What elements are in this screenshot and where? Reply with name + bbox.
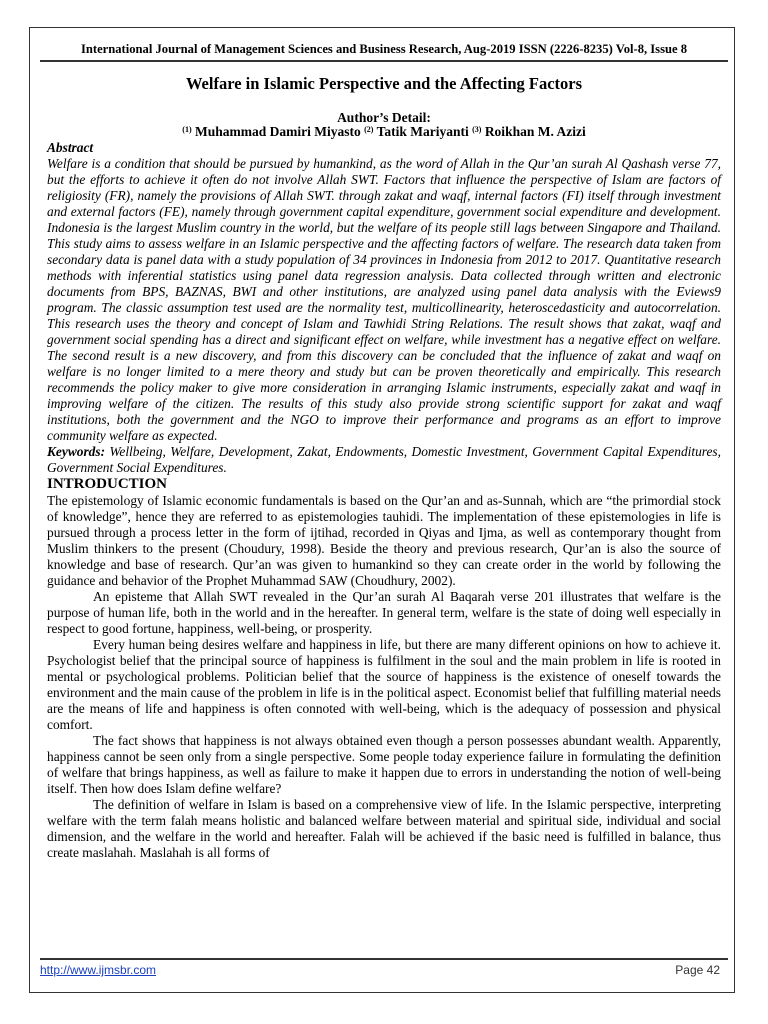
intro-paragraph: The fact shows that happiness is not always obtained even though a person possesses abundant wealth. Apparently, happiness cannot be seen only from a single perspective. Some people today experience failure in formulating the definition of welfare that brings happiness, as well as failure to make it happen due to errors in understanding the notion of well-being itself. Then how does Islam define welfare? [47, 733, 721, 796]
page-number: Page 42 [675, 963, 720, 977]
keywords-list: Wellbeing, Welfare, Development, Zakat, Endowments, Domestic Investment, Government Capital Expenditures, Government Social Expenditures. [47, 444, 721, 475]
author-name: Tatik Mariyanti [376, 124, 469, 139]
keywords-label: Keywords: [47, 444, 106, 459]
abstract-text: Welfare is a condition that should be pursued by humankind, as the word of Allah in the Qur’an surah Al Qashash verse 77, but the efforts to achieve it often do not involve Allah SWT. Factors that influence the perspective of Islam are factors of religiosity (FR), namely the provisions of Allah SWT. through zakat and waqf, internal factors (FI) itself through investment and external factors (FE), namely through government capital expenditure, government social expenditure and development. Indonesia is the largest Muslim country in the world, but the welfare of its people still lags between Singapore and Thailand. This study aims to assess welfare in an Islamic perspective and the affecting factors of welfare. The research data taken from secondary data is panel data with a study population of 34 provinces in Indonesia from 2012 to 2017. Quantitative research methods with inferential statistics using panel data regression analysis. Data collected through written and electronic documents from BPS, BAZNAS, BWI and other institutions, are analyzed using panel data analysis with the Eviews9 program. The classic assumption test used are the normality test, multicollinearity, heteroscedasticity and autocorrelation. This research uses the theory and concept of Islam and Tawhidi String Relations. The result shows that zakat, waqf and government social spending has a direct and significant effect on welfare, while investment has a negative effect on welfare. The second result is a new discovery, and from this discovery can be concluded that the influence of zakat and waqf on welfare is no longer limited to a mere theory and study but can be proven theoretically and empirically. This research recommends the policy maker to give more consideration in arranging Islamic instruments, especially zakat and waqf in improving welfare of the citizen. The results of this study also provide strong scientific support for zakat and waqf institutions, both the government and the NGO to improve their performance and programs as an effort to improve community welfare as expected. [47, 156, 721, 443]
footer-divider [40, 958, 728, 960]
intro-paragraph: The epistemology of Islamic economic fundamentals is based on the Qur’an and as-Sunnah, which are “the primordial stock of knowledge”, hence they are referred to as epistemologies tauhidi. The implementation of these epistemologies in life is pursued through a process letter in the form of ijtihad, recorded in Qiyas and Ijma, as well as contemporary thought from Muslim thinkers to the present (Choudury, 1998). Beside the theory and previous research, Qur’an is also the source of knowledge and base of research. Qur’an was given to humankind so they can create order in the world by following the guidance and behavior of the Prophet Muhammad SAW (Choudhury, 2002). [47, 493, 721, 588]
authors-label: Author’s Detail: [337, 110, 431, 125]
section-heading-introduction: INTRODUCTION [47, 476, 168, 492]
paper-content [47, 140, 721, 861]
abstract-heading: Abstract [47, 140, 94, 155]
author-name: Roikhan M. Azizi [484, 124, 586, 139]
paper-title: Welfare in Islamic Perspective and the Affecting Factors [185, 74, 583, 93]
intro-paragraph: Every human being desires welfare and happiness in life, but there are many different opinions on how to achieve it. Psychologist belief that the principal source of happiness is fulfilment in the soul and the main problem in life is rooted in mental or psychological problems. Politician belief that the source of happiness is the existence of oneself towards the environment and the main cause of the problem in life is in the political aspect. Economist belief that fulfilling material needs are the means of life and happiness is often connoted with well-being, which is the adequacy of possession and physical comfort. [47, 637, 721, 732]
author-name: Muhammad Damiri Miyasto [195, 124, 361, 139]
journal-url-link[interactable]: http://www.ijmsbr.com [40, 963, 157, 977]
journal-header: International Journal of Management Sciences and Business Research, Aug-2019 ISSN (2226-8235) Vol-8, Issue 8 [40, 42, 728, 62]
intro-paragraph: An episteme that Allah SWT revealed in the Qur’an surah Al Baqarah verse 201 illustrates that welfare is the purpose of human life, both in the world and in the hereafter. In general term, welfare is the state of doing well especially in respect to good fortune, happiness, well-being, or prosperity. [47, 589, 721, 636]
keywords [47, 444, 721, 476]
intro-paragraph: The definition of welfare in Islam is based on a comprehensive view of life. In the Islamic perspective, interpreting welfare with the term falah means holistic and balanced welfare between material and spiritual side, individual and social dimension, and the welfare in the world and hereafter. Falah will be achieved if the basic need is fulfilled in balance, thus create maslahah. Maslahah is all forms of [47, 797, 721, 860]
author-number: (2) [364, 125, 374, 134]
author-number: (3) [472, 125, 482, 134]
author-list [40, 124, 728, 140]
author-number: (1) [182, 125, 192, 134]
